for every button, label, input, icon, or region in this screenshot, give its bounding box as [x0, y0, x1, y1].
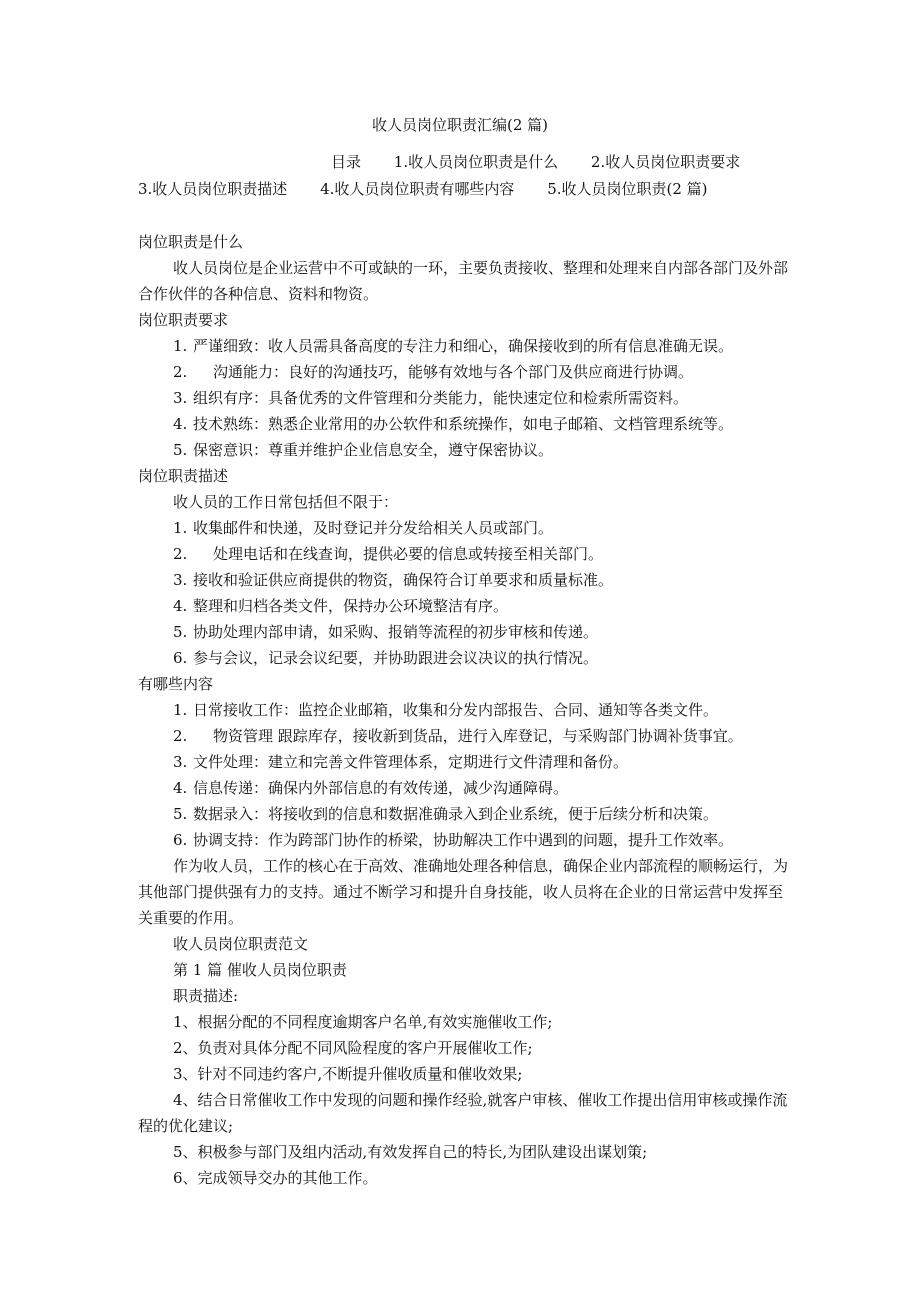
list-item: 2、负责对具体分配不同风险程度的客户开展催收工作;: [173, 1039, 533, 1057]
table-of-contents-line-1: [138, 151, 798, 173]
toc-label: 目录: [331, 153, 362, 171]
sample-heading: 收人员岗位职责范文: [173, 935, 309, 953]
list-item: 3. 组织有序：具备优秀的文件管理和分类能力，能快速定位和检索所需资料。: [173, 389, 689, 407]
toc-item: 3.收人员岗位职责描述: [138, 180, 288, 198]
list-item: 1. 严谨细致：收人员需具备高度的专注力和细心，确保接收到的所有信息准确无误。: [173, 337, 734, 355]
list-item: 6. 参与会议，记录会议纪要，并协助跟进会议决议的执行情况。: [173, 649, 599, 667]
list-item: 3. 接收和验证供应商提供的物资，确保符合订单要求和质量标准。: [173, 571, 614, 589]
document-title: 收人员岗位职责汇编(2 篇): [371, 116, 549, 134]
paragraph: 收人员的工作日常包括但不限于：: [173, 493, 399, 511]
table-of-contents-line-2: [138, 178, 798, 200]
list-item: 2. 物资管理 跟踪库存，接收新到货品，进行入库登记，与采购部门协调补货事宜。: [173, 727, 743, 745]
list-item: 4、结合日常催收工作中发现的问题和操作经验,就客户审核、催收工作提出信用审核或操作流程的优化建议;: [138, 1091, 788, 1135]
list-item: 6. 协调支持：作为跨部门协作的桥梁，协助解决工作中遇到的问题，提升工作效率。: [173, 831, 734, 849]
section-heading: 岗位职责要求: [138, 311, 229, 329]
toc-item: 1.收人员岗位职责是什么: [393, 153, 559, 171]
article-title: 第 1 篇 催收人员岗位职责: [173, 961, 347, 979]
list-item: 5. 协助处理内部申请，如采购、报销等流程的初步审核和传递。: [173, 623, 599, 641]
toc-item: 2.收人员岗位职责要求: [590, 153, 741, 171]
list-item: 3. 文件处理：建立和完善文件管理体系，定期进行文件清理和备份。: [173, 753, 629, 771]
list-item: 4. 技术熟练：熟悉企业常用的办公软件和系统操作，如电子邮箱、文档管理系统等。: [173, 415, 734, 433]
toc-item: 4.收人员岗位职责有哪些内容: [320, 180, 515, 198]
list-item: 4. 信息传递：确保内外部信息的有效传递，减少沟通障碍。: [173, 779, 569, 797]
list-item: 5. 保密意识：尊重并维护企业信息安全，遵守保密协议。: [173, 441, 554, 459]
list-item: 6、完成领导交办的其他工作。: [173, 1169, 378, 1187]
description-label: 职责描述:: [173, 987, 239, 1005]
list-item: 5. 数据录入：将接收到的信息和数据准确录入到企业系统，便于后续分析和决策。: [173, 805, 719, 823]
list-item: 4. 整理和归档各类文件，保持办公环境整洁有序。: [173, 597, 509, 615]
paragraph: 收人员岗位是企业运营中不可或缺的一环，主要负责接收、整理和处理来自内部各部门及外部合作伙伴的各种信息、资料和物资。: [138, 259, 789, 303]
list-item: 2. 沟通能力：良好的沟通技巧，能够有效地与各个部门及供应商进行协调。: [173, 363, 694, 381]
list-item: 1. 日常接收工作：监控企业邮箱，收集和分发内部报告、合同、通知等各类文件。: [173, 701, 719, 719]
section-heading: 有哪些内容: [138, 675, 214, 693]
section-heading: 岗位职责描述: [138, 467, 229, 485]
list-item: 3、针对不同违约客户,不断提升催收质量和催收效果;: [173, 1065, 523, 1083]
toc-item: 5.收人员岗位职责(2 篇): [547, 180, 708, 198]
list-item: 1、根据分配的不同程度逾期客户名单,有效实施催收工作;: [173, 1013, 553, 1031]
list-item: 2. 处理电话和在线查询，提供必要的信息或转接至相关部门。: [173, 545, 604, 563]
summary-paragraph: 作为收人员，工作的核心在于高效、准确地处理各种信息，确保企业内部流程的顺畅运行，为其他部门提供强有力的支持。通过不断学习和提升自身技能，收人员将在企业的日常运营中发挥至关重要的作用。: [138, 857, 789, 927]
document-body: [138, 229, 788, 1191]
list-item: 1. 收集邮件和快递，及时登记并分发给相关人员或部门。: [173, 519, 554, 537]
section-heading: 岗位职责是什么: [138, 233, 244, 251]
list-item: 5、积极参与部门及组内活动,有效发挥自己的特长,为团队建设出谋划策;: [173, 1143, 648, 1161]
